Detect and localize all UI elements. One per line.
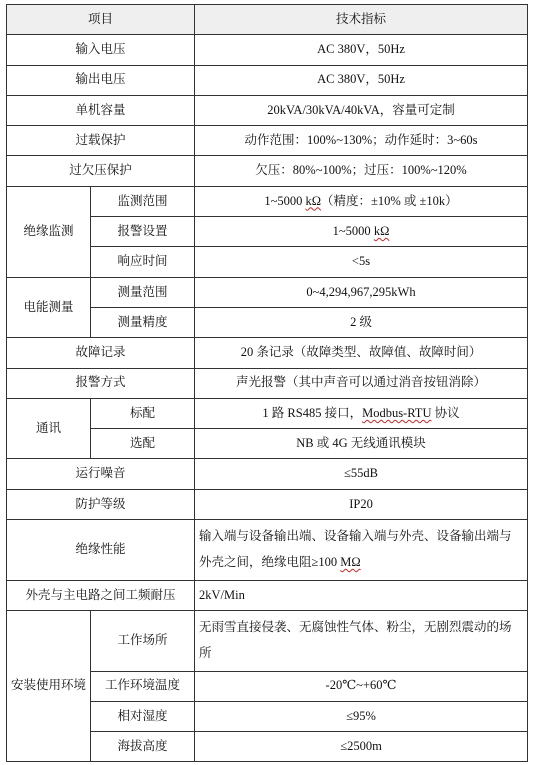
value-text: 协议 [431,405,460,420]
table-row [7,520,528,581]
row-label: 输入电压 [7,35,195,65]
row-value [195,398,528,428]
group-label-environment: 安装使用环境 [7,610,91,761]
table-row [7,65,528,95]
row-value: <5s [195,247,528,277]
group-label-comm: 通讯 [7,398,91,459]
row-label: 输出电压 [7,65,195,95]
table-row [7,489,528,519]
row-value [195,186,528,216]
row-value: ≤95% [195,701,528,731]
value-text: 1~5000 [264,193,306,208]
row-value: 2 级 [195,307,528,337]
row-value: 声光报警（其中声音可以通过消音按钮消除） [195,368,528,398]
table-row [7,95,528,125]
row-value: 欠压：80%~100%；过压：100%~120% [195,156,528,186]
unit-text: kΩ [373,223,390,238]
sub-label: 响应时间 [91,247,195,277]
sub-label: 监测范围 [91,186,195,216]
sub-label: 工作场所 [91,610,195,671]
row-value: ≤2500m [195,732,528,762]
sub-label: 测量范围 [91,277,195,307]
row-label: 过欠压保护 [7,156,195,186]
row-label: 防护等级 [7,489,195,519]
spec-table [6,4,528,762]
sub-label: 选配 [91,429,195,459]
sub-label: 工作环境温度 [91,671,195,701]
table-row [7,459,528,489]
sub-label: 标配 [91,398,195,428]
group-label-energy: 电能测量 [7,277,91,338]
table-row [7,126,528,156]
sub-label: 相对湿度 [91,701,195,731]
row-value: AC 380V，50Hz [195,35,528,65]
row-value: 动作范围：100%~130%；动作延时：3~60s [195,126,528,156]
header-item: 项目 [7,5,195,35]
group-label-insulation-monitor: 绝缘监测 [7,186,91,277]
unit-text: MΩ [340,554,361,569]
table-row [7,35,528,65]
value-text: 输入端与设备输出端、设备输入端与外壳、设备输出端与外壳之间，绝缘电阻≥100 [199,529,512,569]
row-value: -20℃~+60℃ [195,671,528,701]
row-label: 故障记录 [7,338,195,368]
row-value [195,217,528,247]
row-label: 过载保护 [7,126,195,156]
sub-label: 海拔高度 [91,732,195,762]
table-row [7,368,528,398]
row-value: 2kV/Min [195,580,528,610]
row-value: 0~4,294,967,295kWh [195,277,528,307]
row-value: 20 条记录（故障类型、故障值、故障时间） [195,338,528,368]
row-label: 单机容量 [7,95,195,125]
row-value: 无雨雪直接侵袭、无腐蚀性气体、粉尘，无剧烈震动的场所 [195,610,528,671]
row-value: AC 380V，50Hz [195,65,528,95]
row-value: 20kVA/30kVA/40kVA，容量可定制 [195,95,528,125]
row-label: 绝缘性能 [7,520,195,581]
table-row [7,156,528,186]
value-text: （精度：±10% 或 ±10k） [321,193,458,208]
sub-label: 报警设置 [91,217,195,247]
table-row [7,610,528,671]
table-row [7,186,528,216]
sub-label: 测量精度 [91,307,195,337]
row-value: IP20 [195,489,528,519]
table-row [7,338,528,368]
unit-text: kΩ [305,193,322,208]
table-row [7,580,528,610]
table-row [7,398,528,428]
row-label: 外壳与主电路之间工频耐压 [7,580,195,610]
row-value: ≤55dB [195,459,528,489]
row-label: 报警方式 [7,368,195,398]
value-text: 1 路 RS485 接口， [262,405,363,420]
row-value: NB 或 4G 无线通讯模块 [195,429,528,459]
table-header-row [7,5,528,35]
row-label: 运行噪音 [7,459,195,489]
row-value [195,520,528,581]
protocol-text: Modbus-RTU [362,405,432,420]
header-spec: 技术指标 [195,5,528,35]
table-row [7,277,528,307]
value-text: 1~5000 [332,223,374,238]
